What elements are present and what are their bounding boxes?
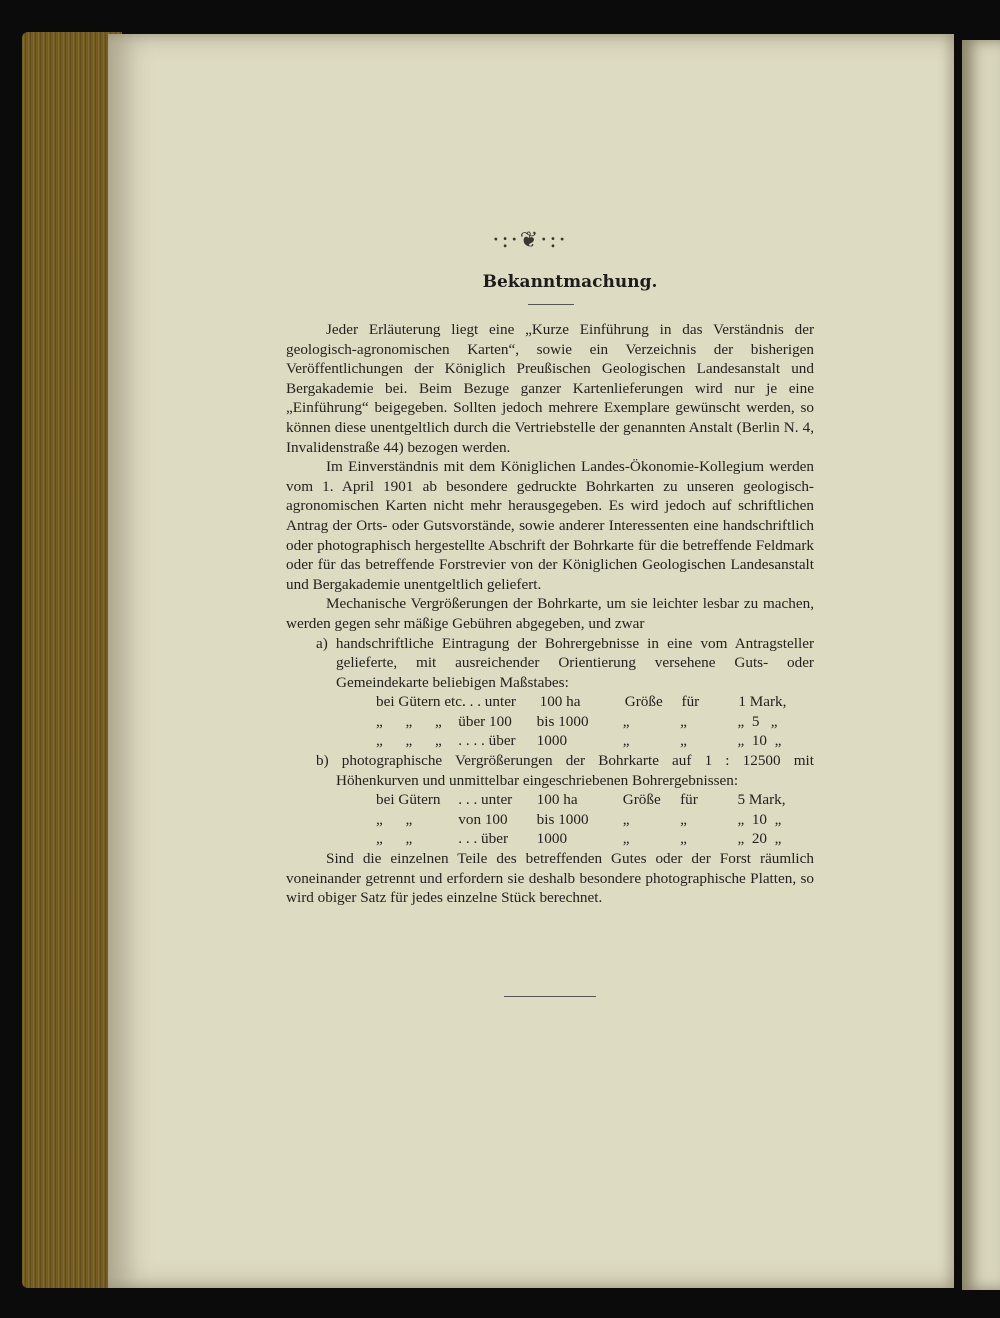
price-cell: über 100 [458,712,512,730]
price-cell: „ [680,712,687,730]
price-cell: Größe [622,791,661,809]
price-cell: „ [680,732,687,750]
price-cell: für [681,693,700,711]
paragraph-closing: Sind die einzelnen Teile des betreffenden Gutes oder der Forst räumlich voneinander getrennt und erfordern sie deshalb besondere photographische Platten, so wird obiger Satz für jedes einzelne Stück berechnet. [286,850,814,907]
price-cell: Größe [624,693,663,711]
price-row [286,810,814,830]
price-row [286,692,814,712]
list-item-a: a) handschriftliche Eintragung der Bohrergebnisse in eine vom Antragsteller gelieferte, mit ausreichender Orientierung versehene Guts- oder Gemeindekarte beliebigen Maßstabes: [316,634,814,691]
price-cell: „ [622,830,630,848]
price-cell: „ 20 „ [737,830,782,848]
next-page-edge [962,40,1000,1290]
book-page-edges [22,32,122,1288]
price-cell: . . . unter [458,791,513,809]
paragraph-bohrkarten: Im Einverständnis mit dem Königlichen Landes-Ökonomie-Kollegium werden vom 1. April 1901 ab besondere gedruckte Bohrkarten zu unseren geologisch-agronomischen Karten nicht mehr herausgegeben. Es wird jedoch auf schriftlichen Antrag der Orts- oder Gutsvorstände, sowie anderer Interessenten eine handschriftlich oder photographisch hergestellte Abschrift der Bohrkarte für die betreffende Feldmark oder für das betreffende Forstrevier von der Königlichen Geologischen Landesanstalt und Bergakademie unentgeltlich geliefert. [286,458,814,593]
announcement-body [286,320,814,908]
price-row [286,829,814,849]
library-stamp-ornament: ·:·❦·:· [492,228,568,253]
price-cell: von 100 [458,810,508,828]
price-table-b [286,790,814,849]
price-cell: „ „ [376,830,413,848]
price-row [286,712,814,732]
price-cell: bis 1000 [536,712,589,730]
list-item-b: b) photographische Vergrößerungen der Bohrkarte auf 1 : 12500 mit Höhenkurven und unmittelbar eingeschriebenen Bohrergebnissen: [316,752,814,789]
price-cell: . . . . über [458,732,516,750]
price-cell: 1 Mark, [738,693,787,711]
price-cell: „ [680,830,687,848]
price-cell: „ [622,810,630,828]
price-cell: „ „ „ [376,732,442,750]
paragraph-vergroesserungen: Mechanische Vergrößerungen der Bohrkarte, um sie leichter lesbar zu machen, werden gegen sehr mäßige Gebühren abgegeben, und zwar [286,595,814,632]
page-title: Bekanntmachung. [482,272,658,292]
price-row [286,790,814,810]
price-cell: . . . über [458,830,509,848]
price-table-a [286,692,814,751]
price-cell: 100 ha [536,791,578,809]
price-cell: „ „ „ [376,712,442,730]
price-cell: 1000 [536,830,568,848]
end-divider [504,996,596,997]
price-cell: „ [680,810,687,828]
price-cell: bis 1000 [536,810,589,828]
price-cell: „ 10 „ [737,732,782,750]
price-cell: bei Gütern [376,791,441,809]
price-cell: „ 5 „ [737,712,778,730]
price-cell: „ „ [376,810,413,828]
price-cell: „ 10 „ [737,810,782,828]
price-cell: bei Gütern etc. [376,693,466,711]
price-cell: 1000 [536,732,568,750]
title-divider [528,304,574,305]
paragraph-introduction: Jeder Erläuterung liegt eine „Kurze Einführung in das Verständnis der geologisch-agronomischen Karten“, sowie ein Verzeichnis der bisherigen Veröffentlichungen der Königlich Preußischen Geologischen Landesanstalt und Bergakademie bei. Beim Bezuge ganzer Kartenlieferungen wird nur je eine „Einführung“ beigegeben. Sollten jedoch mehrere Exemplare gewünscht werden, so können diese unentgeltlich durch die Vertriebstelle der genannten Anstalt (Berlin N. 4, Invalidenstraße 44) bezogen werden. [286,321,814,456]
price-cell: für [680,791,698,809]
price-cell: „ [622,712,630,730]
price-cell: 100 ha [539,693,581,711]
price-cell: „ [622,732,630,750]
price-cell: 5 Mark, [737,791,786,809]
price-row [286,731,814,751]
price-cell: . . . unter [462,693,516,711]
